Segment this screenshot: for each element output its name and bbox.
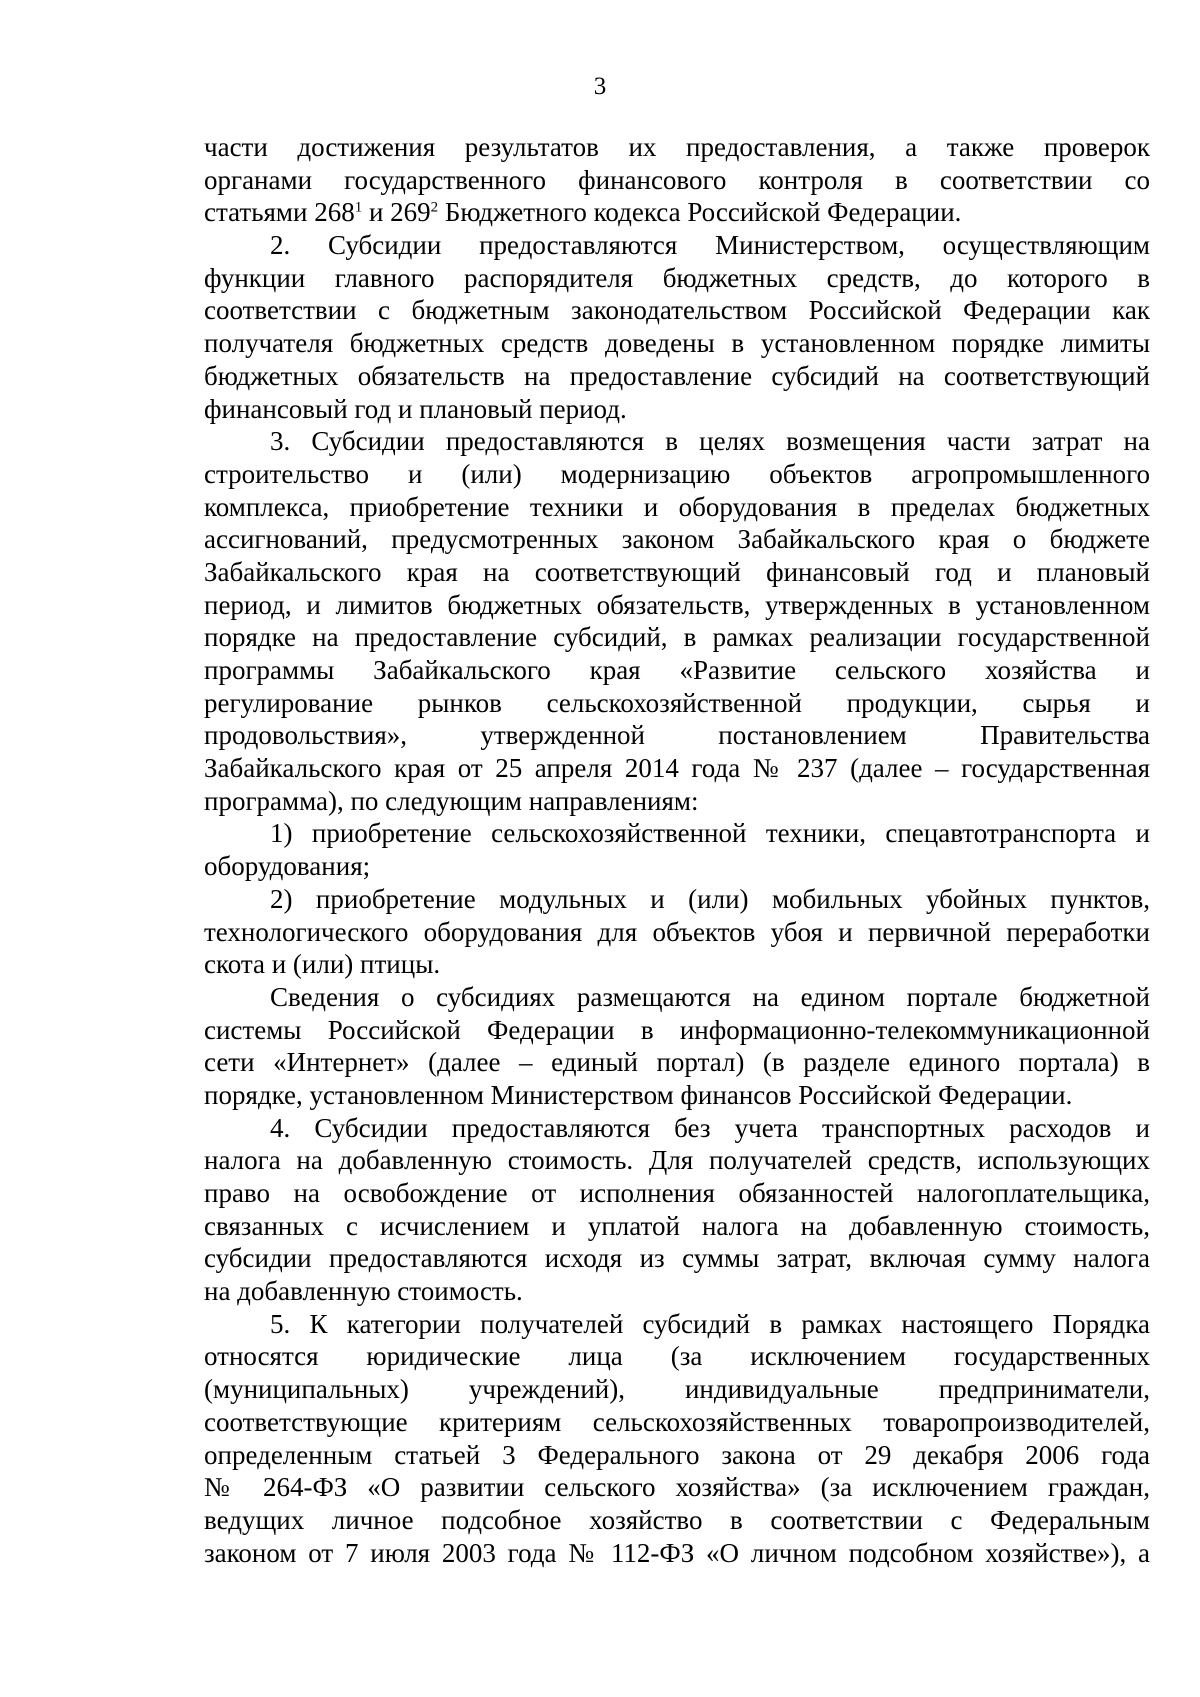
text-line: порядке, установленном Министерством финансов Российской Федерации. <box>204 1079 1073 1110</box>
text-line: 4. Субсидии предоставляются без учета транспортных расходов и <box>270 1112 1150 1143</box>
text-line: 2. Субсидии предоставляются Министерством, осуществляющим <box>270 230 1150 261</box>
text-line: порядке на предоставление субсидий, в рамках реализации государственной <box>204 622 1150 653</box>
text-line: финансовый год и плановый период. <box>204 393 627 424</box>
text-line: получателя бюджетных средств доведены в установленном порядке лимиты <box>204 328 1150 359</box>
text-line: программа), по следующим направлениям: <box>204 785 699 816</box>
document-body <box>204 131 1150 1569</box>
text-line: законом от 7 июля 2003 года № 112-ФЗ «О личном подсобном хозяйстве»), а <box>204 1537 1150 1568</box>
page-number: 3 <box>593 73 607 100</box>
text-line: Забайкальского края на соответствующий финансовый год и плановый <box>204 556 1150 587</box>
text-line: системы Российской Федерации в информационно-телекоммуникационной <box>204 1014 1150 1045</box>
text-line: регулирование рынков сельскохозяйственной продукции, сырья и <box>204 687 1150 718</box>
text-line: программы Забайкальского края «Развитие сельского хозяйства и <box>204 655 1150 685</box>
text-line: Забайкальского края от 25 апреля 2014 года № 237 (далее – государственная <box>204 753 1150 784</box>
text-line: определенным статьей 3 Федерального закона от 29 декабря 2006 года <box>204 1439 1150 1470</box>
text-line-with-superscripts <box>204 196 1150 229</box>
text-line: период, и лимитов бюджетных обязательств, утвержденных в установленном <box>204 589 1150 620</box>
text-line: № 264-ФЗ «О развитии сельского хозяйства» (за исключением граждан, <box>204 1472 1150 1503</box>
text-line: оборудования; <box>204 851 371 882</box>
text-line: части достижения результатов их предоставления, а также проверок <box>204 132 1150 162</box>
text-line: ассигнований, предусмотренных законом Забайкальского края о бюджете <box>204 524 1150 555</box>
text-line: 3. Субсидии предоставляются в целях возмещения части затрат на <box>270 426 1150 457</box>
superscript: 1 <box>354 199 363 216</box>
text-line: бюджетных обязательств на предоставление субсидий на соответствующий <box>204 360 1150 391</box>
text-line: продовольствия», утвержденной постановлением Правительства <box>204 720 1150 751</box>
text-line: ведущих личное подсобное хозяйство в соответствии с Федеральным <box>204 1504 1150 1535</box>
text-line: соответствующие критериям сельскохозяйственных товаропроизводителей, <box>204 1406 1150 1437</box>
text-line: скота и (или) птицы. <box>204 949 441 980</box>
text-fragment: статьями 268 <box>204 197 355 228</box>
text-line: 2) приобретение модульных и (или) мобильных убойных пунктов, <box>270 883 1150 914</box>
text-line: органами государственного финансового контроля в соответствии со <box>204 164 1150 195</box>
text-line: соответствии с бюджетным законодательством Российской Федерации как <box>204 295 1150 326</box>
text-line: на добавленную стоимость. <box>204 1276 523 1307</box>
text-line: связанных с исчислением и уплатой налога на добавленную стоимость, <box>204 1210 1150 1241</box>
text-line: 5. К категории получателей субсидий в рамках настоящего Порядка <box>270 1308 1150 1339</box>
text-fragment: и 269 <box>362 197 431 228</box>
text-line: сети «Интернет» (далее – единый портал) (в разделе единого портала) в <box>204 1047 1150 1078</box>
text-line: комплекса, приобретение техники и оборудования в пределах бюджетных <box>204 491 1150 522</box>
text-line: субсидии предоставляются исходя из суммы затрат, включая сумму налога <box>204 1243 1150 1274</box>
text-line: строительство и (или) модернизацию объектов агропромышленного <box>204 458 1150 489</box>
text-line: налога на добавленную стоимость. Для получателей средств, использующих <box>204 1145 1150 1176</box>
superscript: 2 <box>430 199 439 216</box>
text-line: (муниципальных) учреждений), индивидуальные предприниматели, <box>204 1374 1150 1405</box>
text-line: Сведения о субсидиях размещаются на едином портале бюджетной <box>270 981 1150 1012</box>
text-line: технологического оборудования для объектов убоя и первичной переработки <box>204 916 1150 947</box>
text-fragment: Бюджетного кодекса Российской Федерации. <box>438 197 962 228</box>
text-line: право на освобождение от исполнения обязанностей налогоплательщика, <box>204 1178 1150 1208</box>
text-line: относятся юридические лица (за исключением государственных <box>204 1341 1150 1372</box>
text-line: 1) приобретение сельскохозяйственной техники, спецавтотранспорта и <box>270 818 1150 849</box>
text-line: функции главного распорядителя бюджетных средств, до которого в <box>204 262 1150 293</box>
